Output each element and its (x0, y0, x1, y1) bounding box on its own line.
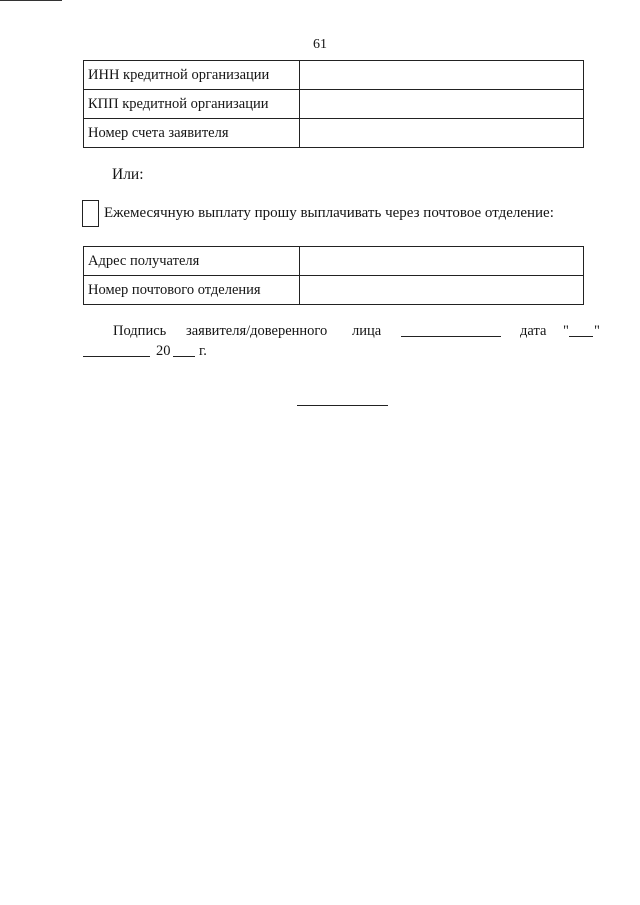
table-row (84, 276, 584, 305)
signature-line (83, 323, 601, 343)
signature-word-3: лица (352, 323, 382, 339)
kpp-label: КПП кредитной организации (84, 90, 300, 119)
post-office-number-field[interactable] (300, 276, 584, 305)
bank-details-table (83, 60, 584, 148)
postal-option-label: Ежемесячную выплату прошу выплачивать через почтовое отделение: (104, 205, 554, 221)
postal-option-checkbox[interactable] (82, 200, 99, 227)
recipient-address-field[interactable] (300, 247, 584, 276)
date-day-blank[interactable] (569, 323, 593, 342)
table-row (84, 90, 584, 119)
kpp-field[interactable] (300, 90, 584, 119)
date-year-suffix: г. (199, 343, 207, 359)
end-rule (297, 405, 388, 406)
recipient-address-label: Адрес получателя (84, 247, 300, 276)
inn-field[interactable] (300, 61, 584, 90)
date-year-blank[interactable] (173, 343, 195, 362)
postal-details-table (83, 246, 584, 305)
table-row (84, 61, 584, 90)
account-number-field[interactable] (300, 119, 584, 148)
signature-word-2: заявителя/доверенного (186, 323, 328, 339)
page-number: 61 (313, 37, 327, 52)
date-label: дата (520, 323, 547, 339)
date-line (83, 343, 601, 363)
date-quote-close: " (594, 323, 600, 339)
post-office-number-label: Номер почтового отделения (84, 276, 300, 305)
date-year-prefix: 20 (156, 343, 171, 359)
table-row (84, 247, 584, 276)
date-month-blank[interactable] (83, 343, 150, 362)
corner-mark (0, 0, 62, 1)
inn-label: ИНН кредитной организации (84, 61, 300, 90)
or-text: Или: (112, 166, 144, 183)
signature-blank[interactable] (401, 323, 501, 342)
date-quote-open: " (563, 323, 569, 339)
account-number-label: Номер счета заявителя (84, 119, 300, 148)
table-row (84, 119, 584, 148)
signature-word-1: Подпись (113, 323, 167, 339)
